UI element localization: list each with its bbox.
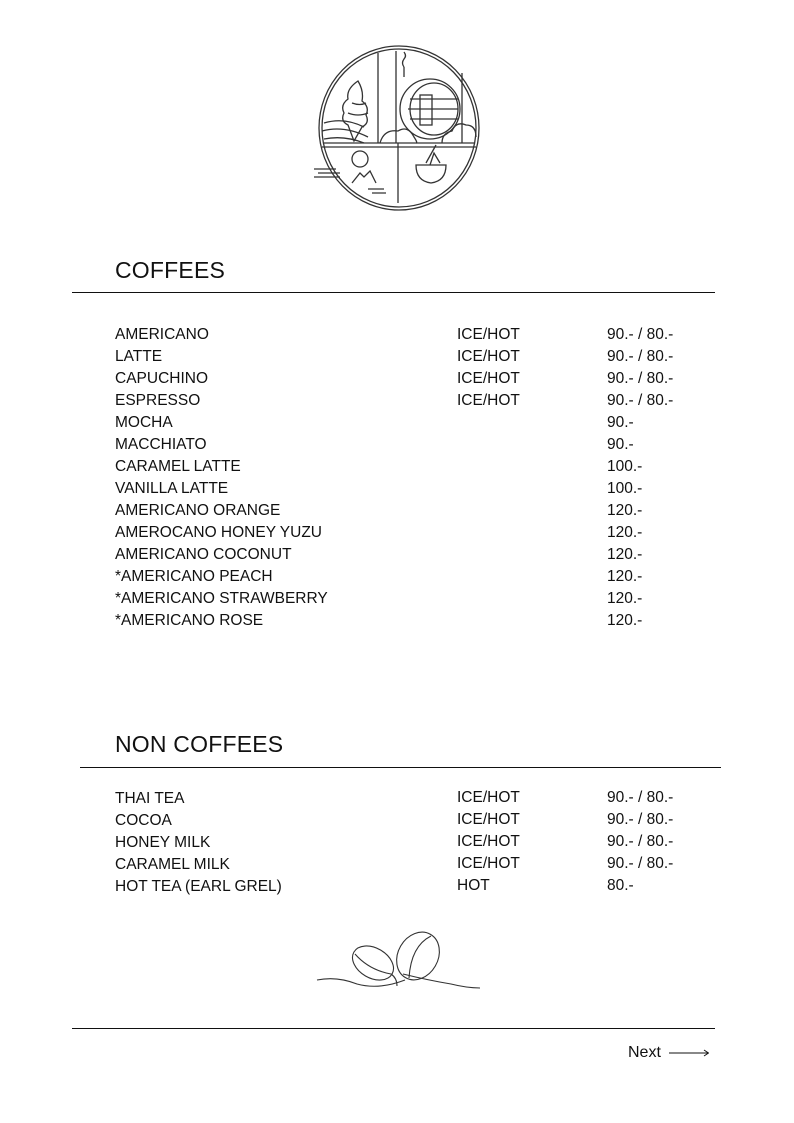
item-temp: ICE/HOT: [457, 789, 520, 806]
item-temp: HOT: [457, 877, 490, 894]
item-price: 120.-: [607, 590, 643, 607]
item-name: AMERICANO: [115, 326, 209, 343]
section-divider: [72, 292, 715, 293]
item-name: THAI TEA: [115, 790, 185, 807]
item-price: 120.-: [607, 612, 643, 629]
menu-item: [115, 853, 715, 875]
menu-item: [115, 787, 715, 809]
item-name: CAPUCHINO: [115, 370, 209, 387]
item-price: 120.-: [607, 502, 643, 519]
item-price: 120.-: [607, 568, 643, 585]
item-temp: ICE/HOT: [457, 370, 520, 387]
menu-item: [115, 346, 715, 368]
item-temp: ICE/HOT: [457, 326, 520, 343]
item-name: MOCHA: [115, 414, 173, 431]
menu-item: [115, 500, 715, 522]
menu-item: [115, 412, 715, 434]
item-price: 90.- / 80.-: [607, 326, 674, 343]
item-price: 90.- / 80.-: [607, 811, 674, 828]
menu-item: [115, 324, 715, 346]
menu-item: [115, 368, 715, 390]
item-price: 90.- / 80.-: [607, 370, 674, 387]
item-price: 100.-: [607, 480, 643, 497]
item-temp: ICE/HOT: [457, 855, 520, 872]
item-name: CARAMEL MILK: [115, 856, 230, 873]
menu-item: [115, 478, 715, 500]
item-name: COCOA: [115, 812, 172, 829]
section-title-non-coffees: NON COFFEES: [115, 731, 284, 757]
menu-item: [115, 390, 715, 412]
item-name: MACCHIATO: [115, 436, 207, 453]
item-price: 90.-: [607, 436, 634, 453]
item-name: VANILLA LATTE: [115, 480, 229, 497]
item-temp: ICE/HOT: [457, 392, 520, 409]
menu-item: [115, 566, 715, 588]
item-name: *AMERICANO PEACH: [115, 568, 273, 585]
item-name: CARAMEL LATTE: [115, 458, 241, 475]
menu-item: [115, 544, 715, 566]
menu-item: [115, 522, 715, 544]
item-price: 90.- / 80.-: [607, 833, 674, 850]
section-divider: [80, 767, 721, 768]
item-price: 120.-: [607, 524, 643, 541]
item-name: AMERICANO COCONUT: [115, 546, 292, 563]
item-name: AMERICANO ORANGE: [115, 502, 281, 519]
item-name: HONEY MILK: [115, 834, 211, 851]
cafe-logo-icon: [312, 43, 484, 213]
section-title-coffees: COFFEES: [115, 257, 226, 283]
item-name: HOT TEA (EARL GREL): [115, 878, 282, 895]
arrow-right-icon: [669, 1048, 709, 1058]
item-name: LATTE: [115, 348, 163, 365]
item-price: 100.-: [607, 458, 643, 475]
item-name: AMEROCANO HONEY YUZU: [115, 524, 322, 541]
coffees-list: [115, 324, 715, 632]
item-price: 90.- / 80.-: [607, 855, 674, 872]
item-temp: ICE/HOT: [457, 811, 520, 828]
menu-item: [115, 809, 715, 831]
item-temp: ICE/HOT: [457, 348, 520, 365]
menu-item: [115, 588, 715, 610]
menu-item: [115, 831, 715, 853]
item-price: 90.-: [607, 414, 634, 431]
item-price: 90.- / 80.-: [607, 348, 674, 365]
item-price: 90.- / 80.-: [607, 392, 674, 409]
item-temp: ICE/HOT: [457, 833, 520, 850]
item-price: 120.-: [607, 546, 643, 563]
footer-divider: [72, 1028, 715, 1029]
item-name: *AMERICANO STRAWBERRY: [115, 590, 328, 607]
item-name: *AMERICANO ROSE: [115, 612, 264, 629]
menu-item: [115, 610, 715, 632]
item-price: 90.- / 80.-: [607, 789, 674, 806]
menu-item: [115, 875, 715, 897]
coffee-beans-icon: [315, 928, 480, 996]
menu-item: [115, 456, 715, 478]
menu-item: [115, 434, 715, 456]
next-button[interactable]: [628, 1044, 709, 1062]
next-label: Next: [628, 1044, 661, 1061]
item-price: 80.-: [607, 877, 634, 894]
item-name: ESPRESSO: [115, 392, 201, 409]
non-coffees-list: [115, 787, 715, 897]
